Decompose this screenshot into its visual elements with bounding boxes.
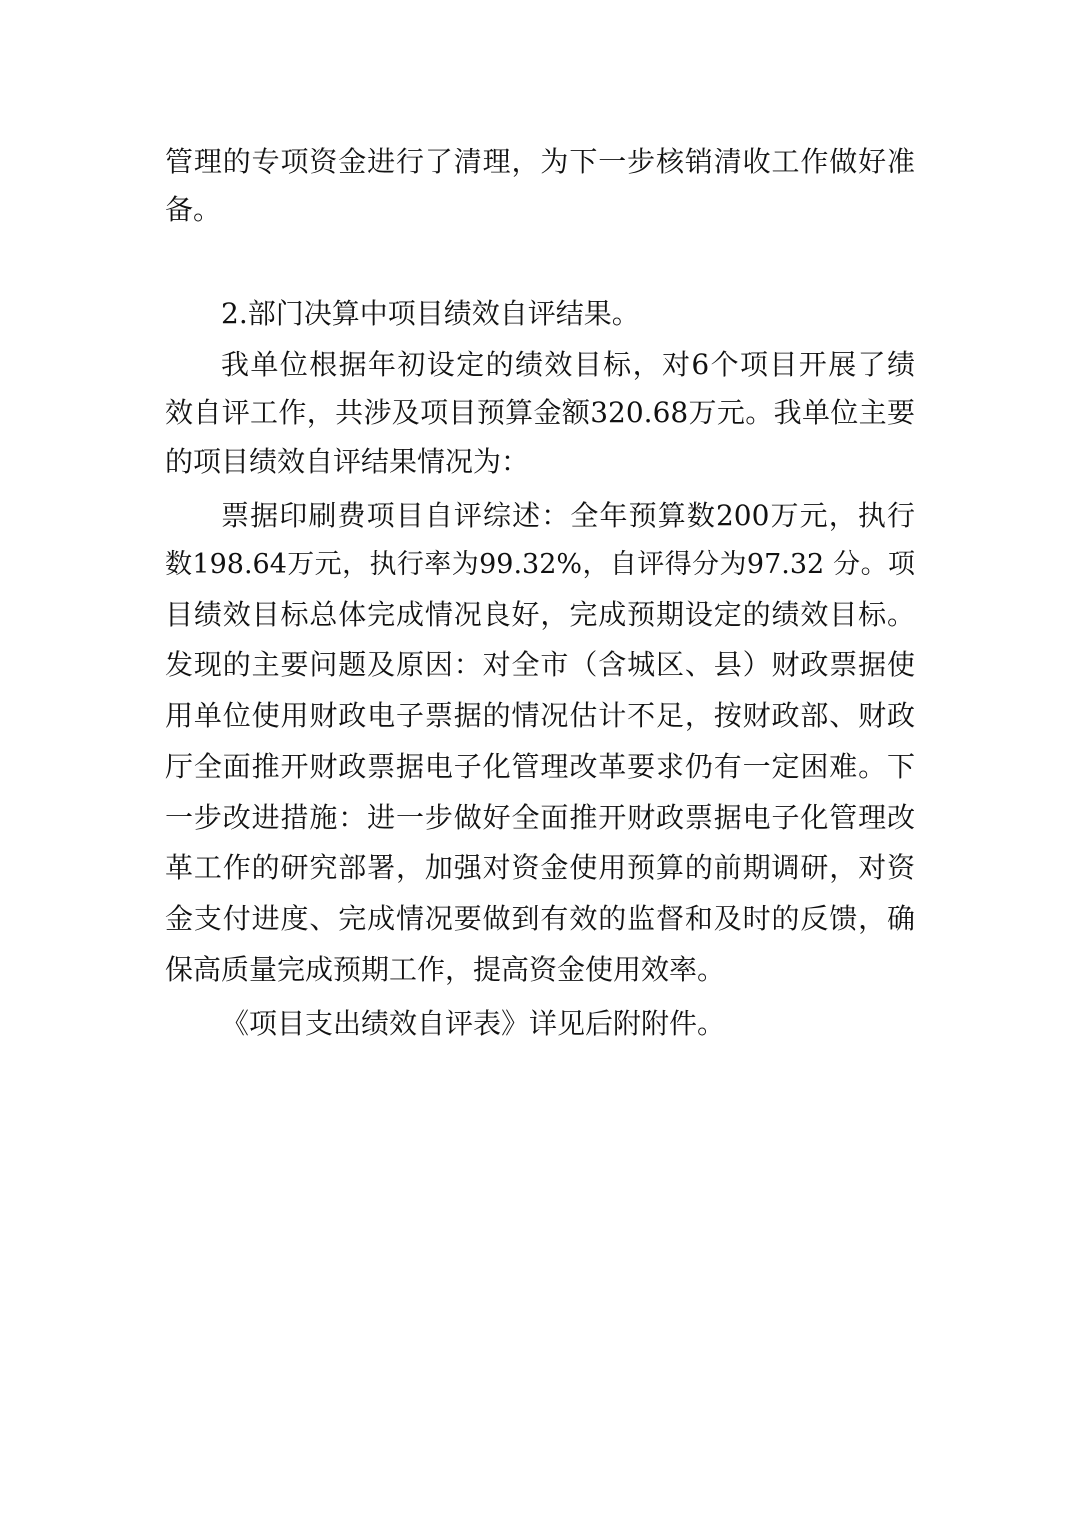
text-line: 革工作的研究部署，加强对资金使用预算的前期调研，对资	[165, 851, 915, 884]
text-line: 票据印刷费项目自评综述：全年预算数200万元，执行	[221, 499, 915, 532]
text-line: 用单位使用财政电子票据的情况估计不足，按财政部、财政	[165, 699, 915, 732]
text-line: 管理的专项资金进行了清理，为下一步核销清收工作做好准	[165, 145, 915, 178]
text-line: 一步改进措施：进一步做好全面推开财政票据电子化管理改	[165, 801, 915, 834]
text-line: 金支付进度、完成情况要做到有效的监督和及时的反馈，确	[165, 902, 915, 935]
text-line: 我单位根据年初设定的绩效目标，对6个项目开展了绩	[221, 348, 915, 381]
text-line: 《项目支出绩效自评表》详见后附附件。	[221, 1007, 726, 1040]
text-line: 数198.64万元，执行率为99.32%，自评得分为97.32 分。项	[165, 549, 915, 580]
text-line: 厅全面推开财政票据电子化管理改革要求仍有一定困难。下	[165, 750, 915, 783]
text-line: 发现的主要问题及原因：对全市（含城区、县）财政票据使	[165, 648, 915, 681]
text-line: 的项目绩效自评结果情况为：	[165, 445, 530, 478]
text-line: 备。	[165, 193, 222, 226]
section-heading: 2.部门决算中项目绩效自评结果。	[221, 297, 640, 330]
text-line: 效自评工作，共涉及项目预算金额320.68万元。我单位主要	[165, 396, 915, 429]
text-line: 目绩效目标总体完成情况良好，完成预期设定的绩效目标。	[165, 598, 915, 631]
text-line: 保高质量完成预期工作，提高资金使用效率。	[165, 953, 726, 986]
